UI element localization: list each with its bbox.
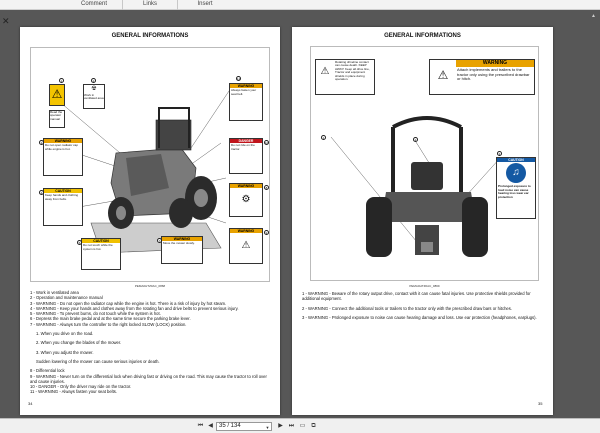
- legend-item: 11 - WARNING - Always fasten your seat belts.: [30, 389, 118, 395]
- ventilation-pictogram: ⚠: [49, 84, 65, 106]
- page-number: 35: [538, 401, 543, 406]
- document-page-right: [292, 27, 553, 415]
- warning-header: WARNING: [44, 139, 82, 143]
- radiator-warning-decal: [43, 138, 83, 176]
- seatbelt-warning-decal: [229, 83, 263, 121]
- caution-header: CAUTION: [497, 158, 535, 162]
- callout-8: 8: [265, 186, 268, 190]
- label-read-manual-text: Read the operator manual: [50, 110, 63, 121]
- legend-subitem: 2. When you change the blades of the mower.: [36, 340, 122, 346]
- label-ventilated: ☢ Work in ventilated area: [83, 84, 105, 109]
- callout-3: 3: [498, 152, 501, 156]
- legend-item: 10 - DANGER - Only the driver may ride on the tractor.: [30, 384, 132, 390]
- label-ventilated-text: Work in ventilated area: [84, 93, 104, 101]
- shaft-warning-decal: [315, 59, 375, 95]
- callout-9: 9: [265, 231, 268, 235]
- legend-item: 7 - WARNING - Always turn the controller to the right locked SLOW (LOCK) position.: [30, 321, 187, 327]
- warning-header-4: WARNING: [162, 237, 202, 241]
- danger-header: DANGER: [230, 139, 262, 143]
- tractor-rollover-icon: ⚠: [241, 240, 251, 252]
- rotating-shaft-icon: ⚠: [320, 66, 330, 77]
- first-page-icon[interactable]: ⏮: [197, 423, 204, 429]
- mower-warning-text: Move the mower slowly.: [163, 241, 195, 246]
- callout-3: 3: [40, 141, 43, 145]
- legend-item: 1 - Work in ventilated area: [30, 290, 79, 295]
- legend-item: 2 - WARNING - Connect the additional tools or trailers to the tractor only with the prescribed draw bars or hitches.: [302, 305, 513, 311]
- tab-comment[interactable]: Comment: [80, 1, 107, 7]
- page-number: 34: [28, 401, 33, 406]
- callout-2: 2: [414, 138, 417, 142]
- callout-4: 4: [40, 191, 43, 195]
- page-navigation-toolbar: [0, 418, 600, 433]
- burn-caution-text: Do not touch while the system is hot.: [83, 243, 113, 251]
- warning-controls-decal: [229, 183, 263, 217]
- warning-header: WARNING: [456, 60, 534, 67]
- legend-subitem: 3. When you adjust the mower.: [36, 349, 94, 355]
- legend-item: 6 - Depress the main brake pedal and at the same time secure the parking brake lever.: [30, 316, 191, 322]
- warning-header-2: WARNING: [230, 84, 262, 88]
- caution-belt-decal: [43, 188, 83, 226]
- tractor-rear-figure: [310, 46, 539, 281]
- callout-5: 5: [78, 241, 81, 245]
- next-page-icon[interactable]: ▶: [278, 423, 283, 429]
- previous-page-icon[interactable]: ◀: [208, 423, 213, 429]
- legend-subitem: 1. When you drive on the road.: [36, 331, 94, 337]
- callout-2: 2: [92, 79, 95, 83]
- legend-item: 3 - WARNING - Do not open the radiator cap while the engine is hot. There is a risk of injury by hot steam.: [30, 300, 227, 306]
- page-number-input[interactable]: 35 / 134: [216, 422, 272, 431]
- last-page-icon[interactable]: ⏭: [288, 423, 295, 429]
- noise-caution-decal: [496, 157, 536, 219]
- legend-item: 2 - Operation and maintenance manual: [30, 295, 103, 301]
- close-icon[interactable]: ✕: [2, 16, 10, 26]
- label-read-manual: [49, 110, 65, 128]
- ear-protection-icon: ♫: [506, 163, 526, 183]
- legend-item: 5 - WARNING - To prevent burns, do not touch while the system is hot.: [30, 311, 161, 317]
- tab-links[interactable]: Links: [122, 0, 177, 10]
- caution-header-2: CAUTION: [82, 239, 120, 243]
- warning-mower-decal: [161, 236, 203, 264]
- legend-text-left: [30, 290, 270, 395]
- tab-insert[interactable]: Insert: [177, 0, 232, 10]
- tractor-trailer-icon: ⚠: [437, 68, 449, 82]
- attach-warning-text: Attach implements and trailers to the tractor only using the prescribed drawbar or hitch.: [457, 67, 530, 82]
- callout-11: 11: [237, 77, 241, 81]
- callout-7: 7: [158, 239, 161, 243]
- controls-pictogram-icon: ⚙: [241, 194, 251, 206]
- radiator-warning-text: Do not open radiator cap while engine is hot.: [45, 143, 79, 151]
- shaft-warning-text: Rotating driveline contact can cause death. KEEP AWAY! Keep all drive line, Tractor and equipment shields in place during operation.: [335, 60, 370, 82]
- legend-item: 4 - WARNING - Keep your hands and clothes away from the rotating fan and drive belts to prevent serious injury.: [30, 305, 239, 311]
- scroll-up-icon[interactable]: ▲: [591, 13, 596, 19]
- danger-ride-decal: [229, 138, 263, 174]
- warning-header-5: WARNING: [230, 229, 262, 233]
- attach-warning-decal: [429, 59, 535, 95]
- tractor-front-figure: [30, 47, 270, 282]
- figure-code: PEMA0HTZ0AC_0868: [134, 284, 166, 288]
- page-title: GENERAL INFORMATIONS: [384, 33, 461, 39]
- seatbelt-warning-text: Always fasten your seat belt.: [231, 88, 257, 96]
- warning-differential-decal: [229, 228, 263, 264]
- legend-note: Sudden lowering of the mower can cause serious injuries or death.: [36, 358, 160, 364]
- danger-ride-text: Do not ride on the tractor.: [231, 143, 255, 151]
- callout-1: 1: [322, 136, 325, 140]
- callout-10: 10: [265, 141, 269, 145]
- document-page-left: [20, 27, 280, 415]
- warning-header-3: WARNING: [230, 184, 262, 188]
- legend-item: 1 - WARNING - Beware of the rotary output drive, contact with it can cause fatal injuries. Use protective shields provided for additional equipment.: [302, 291, 531, 302]
- belt-caution-text: Keep hands and clothing away from belts.: [45, 193, 79, 201]
- legend-text-right: [302, 291, 545, 320]
- chevron-down-icon[interactable]: ▼: [265, 425, 270, 430]
- two-page-view-icon[interactable]: ⧉: [311, 423, 316, 429]
- legend-item: 9 - WARNING - Never turn on the differential lock when driving fast or driving on the road. This may cause the tractor to roll over and cause injuries.: [30, 373, 267, 384]
- ribbon-tab-bar: [0, 0, 600, 10]
- page-layout-icon[interactable]: ▭: [299, 423, 306, 429]
- page-title: GENERAL INFORMATIONS: [111, 33, 189, 39]
- caution-burn-decal: [81, 238, 121, 270]
- legend-item: 3 - WARNING - Prolonged exposure to noise can cause hearing damage and loss. Use ear protection (headphones, earplugs).: [302, 314, 537, 320]
- callout-1: 1: [60, 79, 63, 83]
- caution-header: CAUTION: [44, 189, 82, 193]
- legend-item: 8 - Differential lock: [30, 368, 65, 374]
- noise-caution-text: Prolonged exposure to loud noise can cause hearing loss wear ear protection: [498, 184, 531, 199]
- figure-code: PEMA0HTZ0AC_0869: [409, 284, 440, 288]
